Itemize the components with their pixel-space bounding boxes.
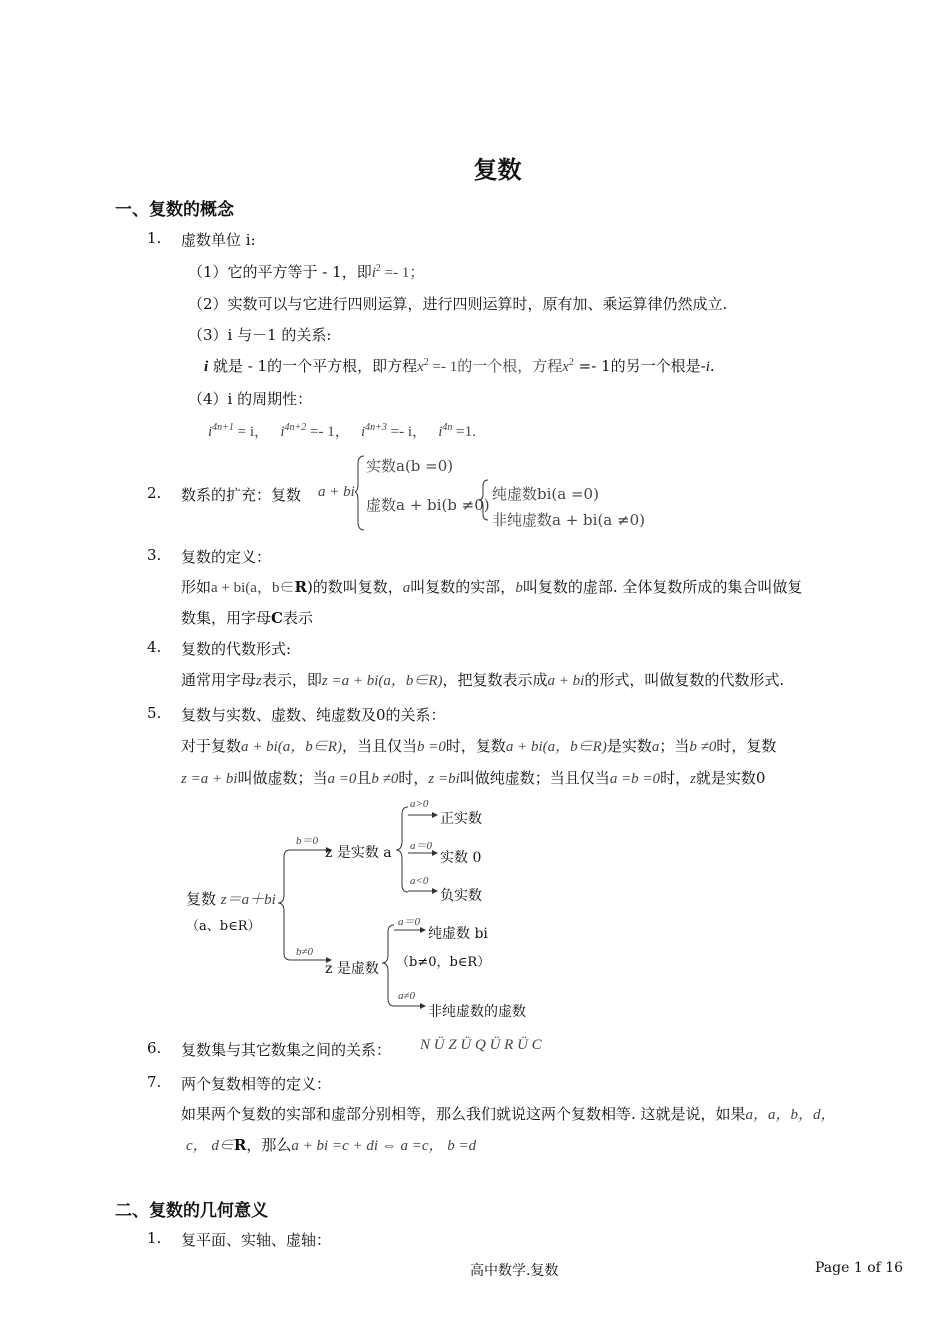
diagram-negative: 负实数 xyxy=(440,888,482,904)
section-heading-1: 一、复数的概念 xyxy=(115,200,234,220)
item-6-number: 6. xyxy=(147,1039,162,1057)
item-3-line-1: 形如a + bi(a，b∈R)的数叫复数，a叫复数的实部，b叫复数的虚部. 全体复数所成的集合叫做复 xyxy=(181,578,803,596)
diagram-root-cond: （a、b∈R） xyxy=(186,919,261,934)
item-1-heading: 虚数单位 i: xyxy=(181,231,256,249)
item-1-2-line: （2）实数可以与它进行四则运算，进行四则运算时，原有加、乘运算律仍然成立. xyxy=(188,295,728,313)
item-5-heading: 复数与实数、虚数、纯虚数及0的关系： xyxy=(181,706,446,724)
item-2-number: 2. xyxy=(147,484,162,502)
item-1-3-line: i 就是 - 1的一个平方根，即方程$x^2 =- 1$的一个根，方程$x^2 =- 1$的另一个根是-i. xyxy=(204,357,715,375)
footer-page-number: Page 1 of 16 xyxy=(815,1260,904,1276)
item-7-line-2: c， d∈R，那么a + bi =c + di ⇔ a =c， b =d xyxy=(186,1136,477,1154)
diagram-positive: 正实数 xyxy=(440,811,482,827)
item-4-heading: 复数的代数形式: xyxy=(181,640,292,658)
item-5-line-1: 对于复数a + bi(a，b∈R)，当且仅当b =0时，复数a + bi(a，b∈R)是实数a；当b ≠0时，复数 xyxy=(181,737,777,755)
item-7-line-1: 如果两个复数的实部和虚部分别相等，那么我们就说这两个复数相等. 这就是说，如果a，a，b，d， xyxy=(181,1105,836,1123)
section-heading-2: 二、复数的几何意义 xyxy=(115,1201,268,1221)
item-1-3-heading: （3）i 与－1 的关系: xyxy=(188,326,332,344)
diagram-cond-pos: a>0 xyxy=(410,798,429,810)
item-7-heading: 两个复数相等的定义： xyxy=(181,1075,332,1093)
item-3-number: 3. xyxy=(147,546,162,564)
item-3-line-2: 数集，用字母C表示 xyxy=(181,609,313,627)
diagram-cond-zero: a＝0 xyxy=(410,840,432,852)
item-5-number: 5. xyxy=(147,704,162,722)
real-brace xyxy=(396,807,408,892)
diagram-nonpure: 非纯虚数的虚数 xyxy=(428,1004,526,1020)
footer-title: 高中数学.复数 xyxy=(470,1263,559,1279)
item-1-4-heading: （4）i 的周期性： xyxy=(188,390,313,408)
item-6-heading: 复数集与其它数集之间的关系： xyxy=(181,1041,392,1059)
item-3-heading: 复数的定义： xyxy=(181,548,272,566)
item-2-real: 实数a(b =0) xyxy=(366,457,454,475)
diagram-cond-imag: b≠0 xyxy=(296,946,314,958)
section-2-item-1-heading: 复平面、实轴、虚轴： xyxy=(181,1231,332,1249)
main-brace xyxy=(278,850,290,960)
item-4-line: 通常用字母z表示，即z =a + bi(a，b∈R)，把复数表示成a + bi的形式，叫做复数的代数形式. xyxy=(181,671,785,689)
diagram-zero: 实数 0 xyxy=(440,850,482,866)
item-2-nonpure: 非纯虚数a + bi(a ≠0) xyxy=(492,511,645,529)
classification-diagram xyxy=(180,795,560,1025)
item-2-pure: 纯虚数bi(a =0) xyxy=(492,485,599,503)
item-6-expression: N Ü Z Ü Q Ü R Ü C xyxy=(420,1037,542,1053)
item-1-number: 1. xyxy=(147,229,162,247)
diagram-cond-neg: a<0 xyxy=(410,875,429,887)
item-5-line-2: z =a + bi叫做虚数；当a =0且b ≠0时，z =bi叫做纯虚数；当且仅当a =b =0时，z就是实数0 xyxy=(181,769,766,787)
diagram-node-imag: z 是虚数 xyxy=(325,961,379,977)
item-2-imaginary: 虚数a + bi(b ≠0) xyxy=(366,496,490,514)
item-4-number: 4. xyxy=(147,638,162,656)
diagram-pure-cond: （b≠0，b∈R） xyxy=(396,955,491,970)
item-1-1-line: （1）它的平方等于 - 1，即$i^2 =- 1$； xyxy=(188,263,425,281)
imag-brace xyxy=(382,925,394,1006)
diagram-node-real: z 是实数 a xyxy=(325,845,392,861)
diagram-cond-pure: a＝0 xyxy=(398,916,420,928)
diagram-root: 复数 z＝a＋bi xyxy=(186,890,276,908)
item-2-heading: 数系的扩充：复数 xyxy=(181,486,302,504)
item-2-expression: a + bi xyxy=(318,484,355,500)
page-title: 复数 xyxy=(473,156,522,184)
diagram-cond-nonpure: a≠0 xyxy=(398,990,416,1002)
diagram-pure: 纯虚数 bi xyxy=(428,926,488,942)
diagram-cond-real: b＝0 xyxy=(296,835,318,847)
section-2-item-1-number: 1. xyxy=(147,1229,162,1247)
item-7-number: 7. xyxy=(147,1073,162,1091)
item-1-4-powers: $i^{4n+1} = i$， $i^{4n+2} =- 1$， $i^{4n+3} =- i$， $i^{4n} =1$. xyxy=(208,422,476,440)
